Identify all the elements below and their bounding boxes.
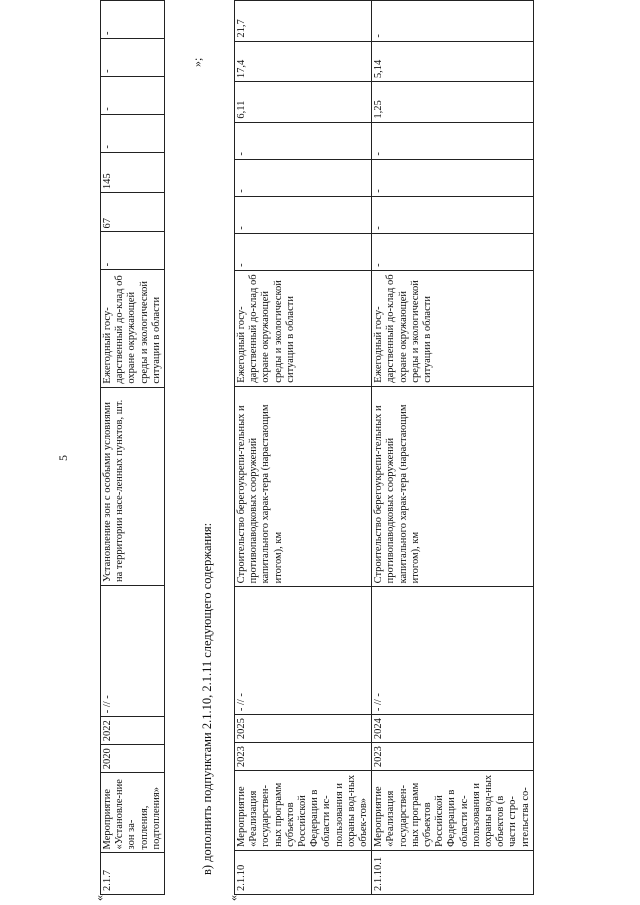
value-cell: - (101, 39, 165, 77)
measure-name: Мероприятие «Установле-ние зон за-топления, подтопления» (101, 773, 165, 853)
value-cell: 145 (101, 152, 165, 192)
value-cell: 5,14 (372, 41, 534, 81)
table-row (372, 1, 534, 895)
value-cell: 67 (101, 193, 165, 232)
row-number: 2.1.10 (235, 850, 372, 894)
value-cell: - (101, 232, 165, 270)
table-row (235, 1, 372, 895)
year-end: 2025 (235, 715, 372, 743)
year-end: 2024 (372, 715, 534, 743)
measure-name: Мероприятие «Реализация государствен-ных программ субъектов Российской Федерации в области ис-пользования и охраны вод-ных объек-тов» (235, 771, 372, 851)
value-cell: 21,7 (235, 1, 372, 42)
row-number: 2.1.7 (101, 853, 165, 895)
value-cell: 6,11 (235, 82, 372, 122)
measure-name: Мероприятие «Реализация государствен-ных программ субъектов Российской Федерации в области ис-пользования и охраны вод-ных объектов (в части стро-ительства со- (372, 771, 534, 851)
executor: - // - (235, 587, 372, 715)
quote-open-mark: « (226, 895, 240, 901)
value-cell: - (235, 159, 372, 196)
value-cell: - (101, 114, 165, 152)
row-number: 2.1.10.1 (372, 850, 534, 894)
quote-open-mark: « (92, 895, 106, 901)
year-start: 2023 (235, 743, 372, 771)
source: Ежегодный госу-дарственный до-клад об охране окружающей среды и экологической ситуации в области (235, 270, 372, 386)
value-cell: 1,25 (372, 82, 534, 122)
value-cell: - (372, 233, 534, 270)
value-cell: - (372, 159, 534, 196)
year-end: 2022 (101, 717, 165, 745)
executor: - // - (101, 585, 165, 716)
table-row (101, 1, 165, 895)
amendment-paragraph: в) дополнить подпунктами 2.1.10, 2.1.11 следующего содержания: (200, 522, 214, 875)
value-cell: - (235, 196, 372, 233)
value-cell: - (235, 122, 372, 159)
value-cell: - (101, 76, 165, 114)
year-start: 2020 (101, 745, 165, 773)
value-cell: - (372, 122, 534, 159)
indicator: Строительство берегоукрепи-тельных и противопаводковых сооружений капитального харак-тера (нарастающим итогом), км (235, 386, 372, 587)
value-cell: - (372, 1, 534, 42)
indicator: Установление зон с особыми условиями на территории насе-ленных пунктов, шт. (101, 387, 165, 585)
year-start: 2023 (372, 743, 534, 771)
source: Ежегодный госу-дарственный до-клад об охране окружающей среды и экологической ситуации в области (101, 270, 165, 387)
table-new (234, 0, 534, 895)
quote-close-mark: »; (190, 57, 204, 67)
indicator: Строительство берегоукрепи-тельных и противопаводковых сооружений капитального харак-тера (нарастающим итогом), км (372, 386, 534, 587)
value-cell: - (372, 196, 534, 233)
value-cell: - (101, 1, 165, 39)
table-existing (100, 0, 165, 895)
value-cell: - (235, 233, 372, 270)
executor: - // - (372, 587, 534, 715)
source: Ежегодный госу-дарственный до-клад об охране окружающей среды и экологической ситуации в области (372, 270, 534, 386)
page-number: 5 (56, 455, 70, 461)
value-cell: 17,4 (235, 41, 372, 81)
